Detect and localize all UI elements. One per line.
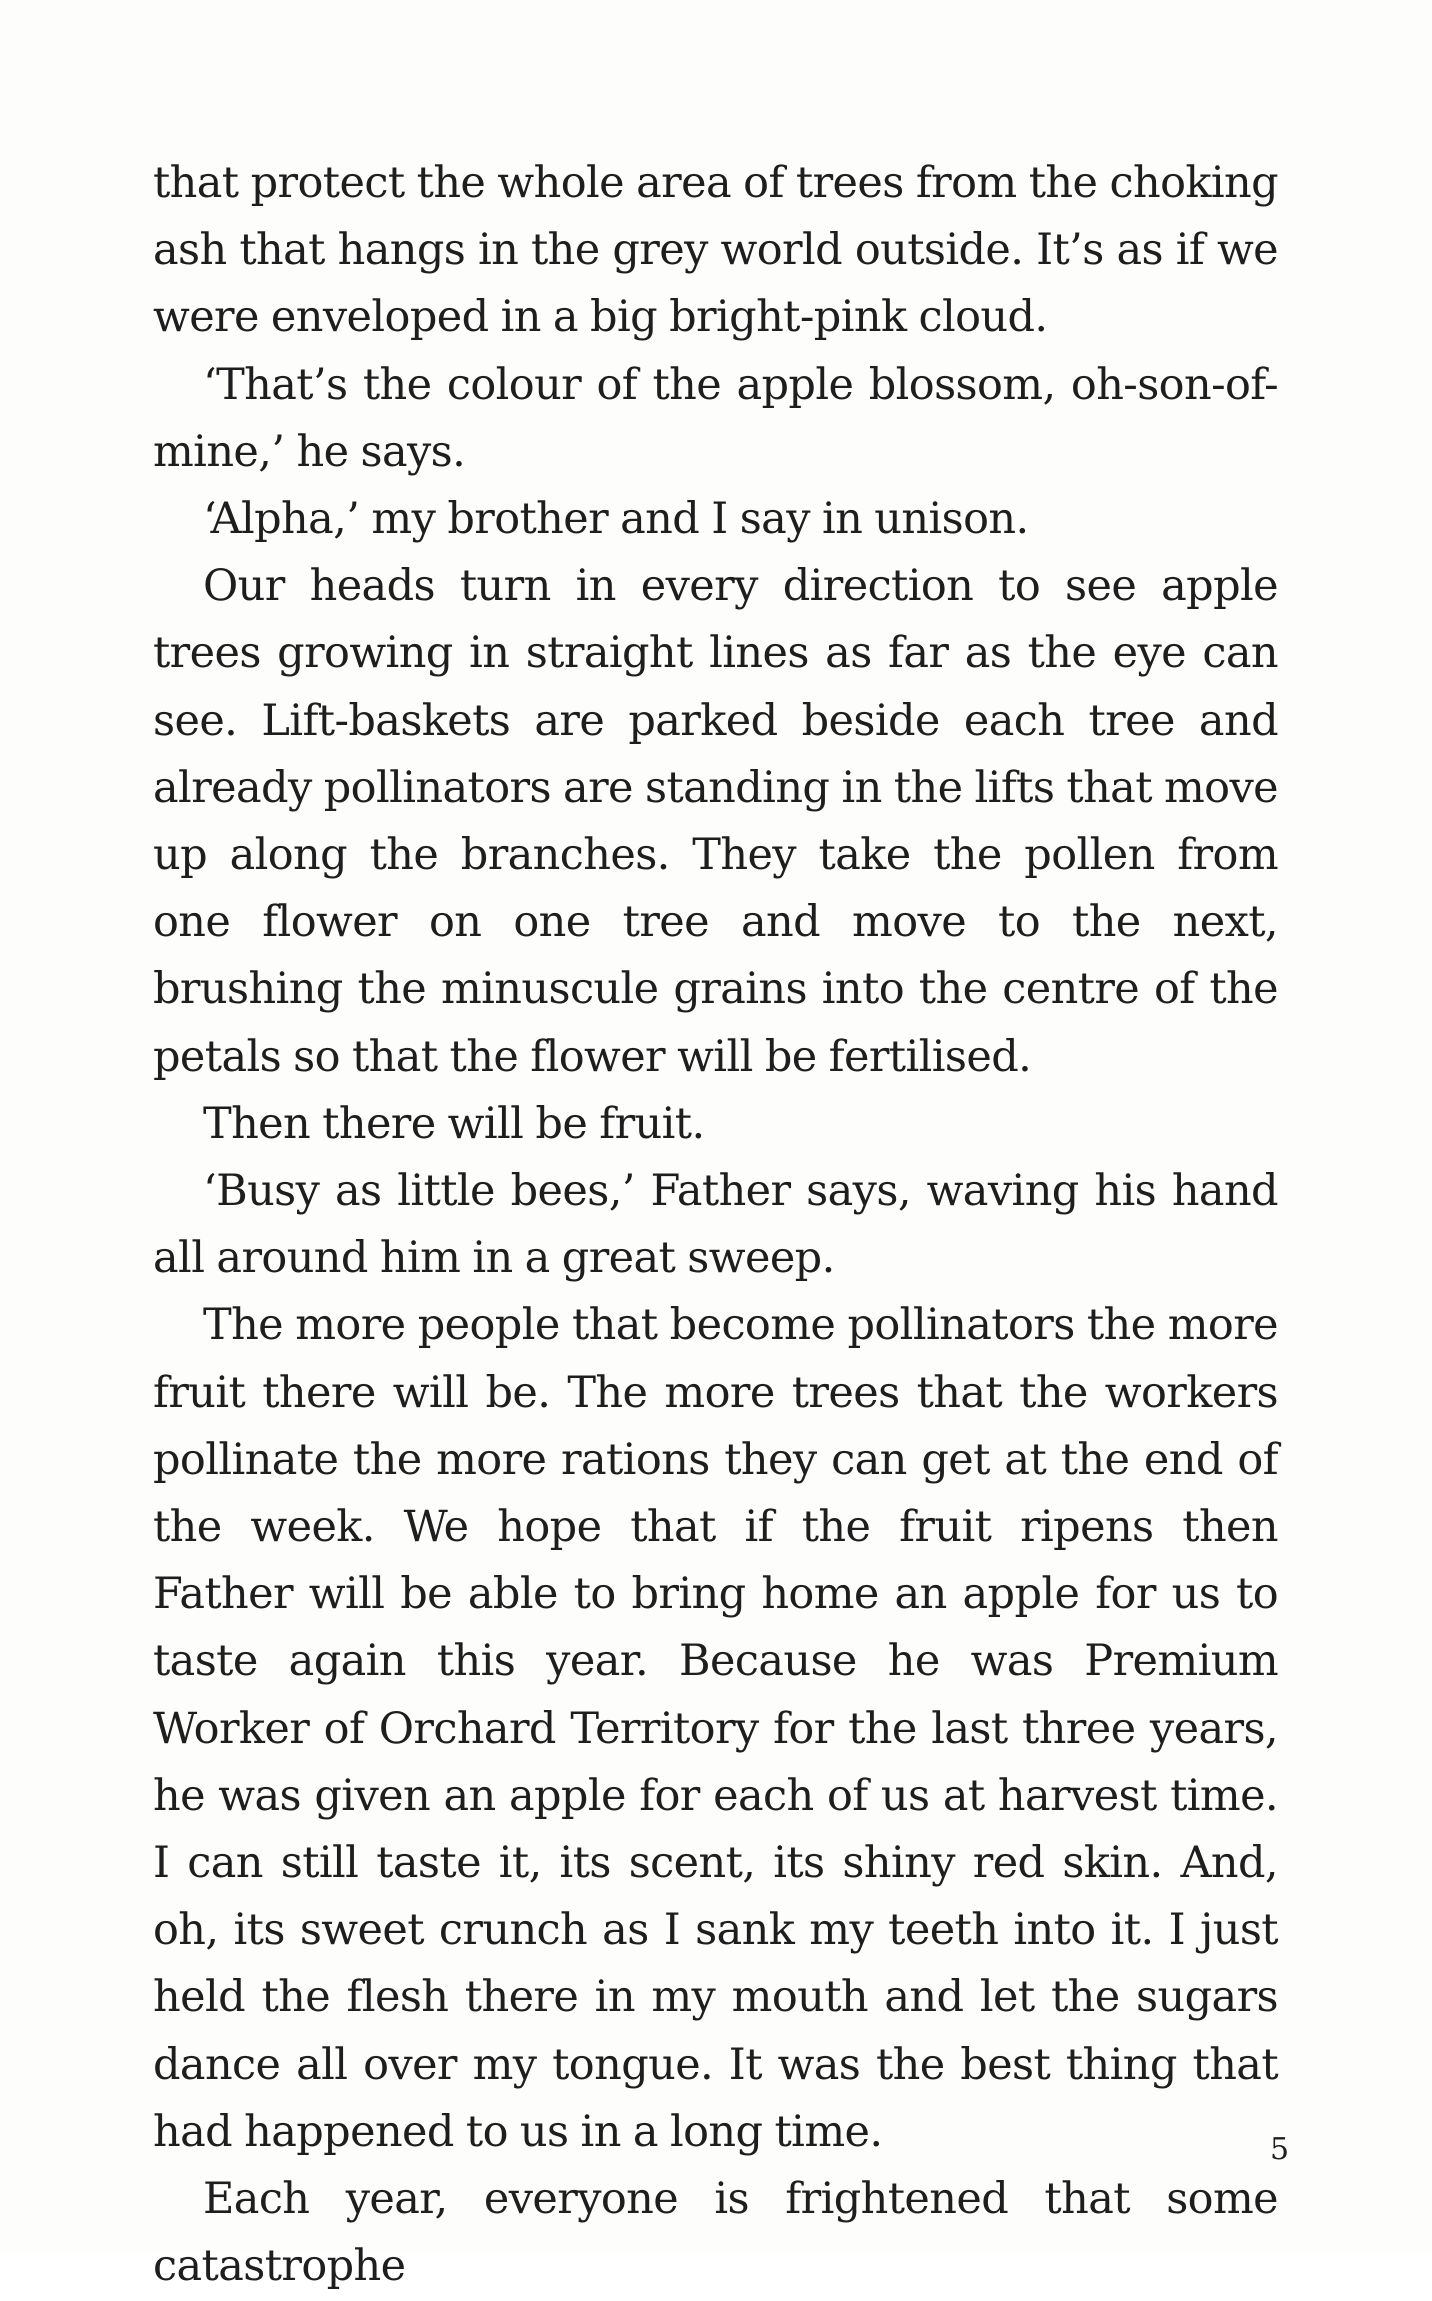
paragraph-4: Our heads turn in every direction to see apple trees growing in straight lines as far as the eye can see. Lift-baskets are parked beside each tree and already pollinators are standing in the lifts that move up along the branches. They take the pollen from one flower on one tree and move to the next, brushing the minuscule grains into the centre of the petals so that the flower will be fertilised. <box>153 561 1278 1082</box>
body-text <box>153 150 1278 2301</box>
paragraph-2: ‘That’s the colour of the apple blossom, oh-son-of-mine,’ he says. <box>153 359 1278 477</box>
paragraph-8: Each year, everyone is frightened that some catastrophe <box>153 2174 1278 2292</box>
paragraph-7: The more people that become pollinators the more fruit there will be. The more trees that the workers pollinate the more rations they can get at the end of the week. We hope that if the fruit ripens then Father will be able to bring home an apple for us to taste again this year. Because he was Premium Worker of Orchard Territory for the last three years, he was given an apple for each of us at harvest time. I can still taste it, its scent, its shiny red skin. And, oh, its sweet crunch as I sank my teeth into it. I just held the flesh there in my mouth and let the sugars dance all over my tongue. It was the best thing that had happened to us in a long time. <box>153 1300 1278 2157</box>
page-number: 5 <box>1270 2132 1290 2167</box>
paragraph-6: ‘Busy as little bees,’ Father says, waving his hand all around him in a great sweep. <box>153 1166 1278 1284</box>
paragraph-3: ‘Alpha,’ my brother and I say in unison. <box>203 494 1029 545</box>
paragraph-5: Then there will be fruit. <box>203 1098 705 1149</box>
paragraph-1: that protect the whole area of trees from the choking ash that hangs in the grey world outside. It’s as if we were enveloped in a big bright-pink cloud. <box>153 158 1278 343</box>
